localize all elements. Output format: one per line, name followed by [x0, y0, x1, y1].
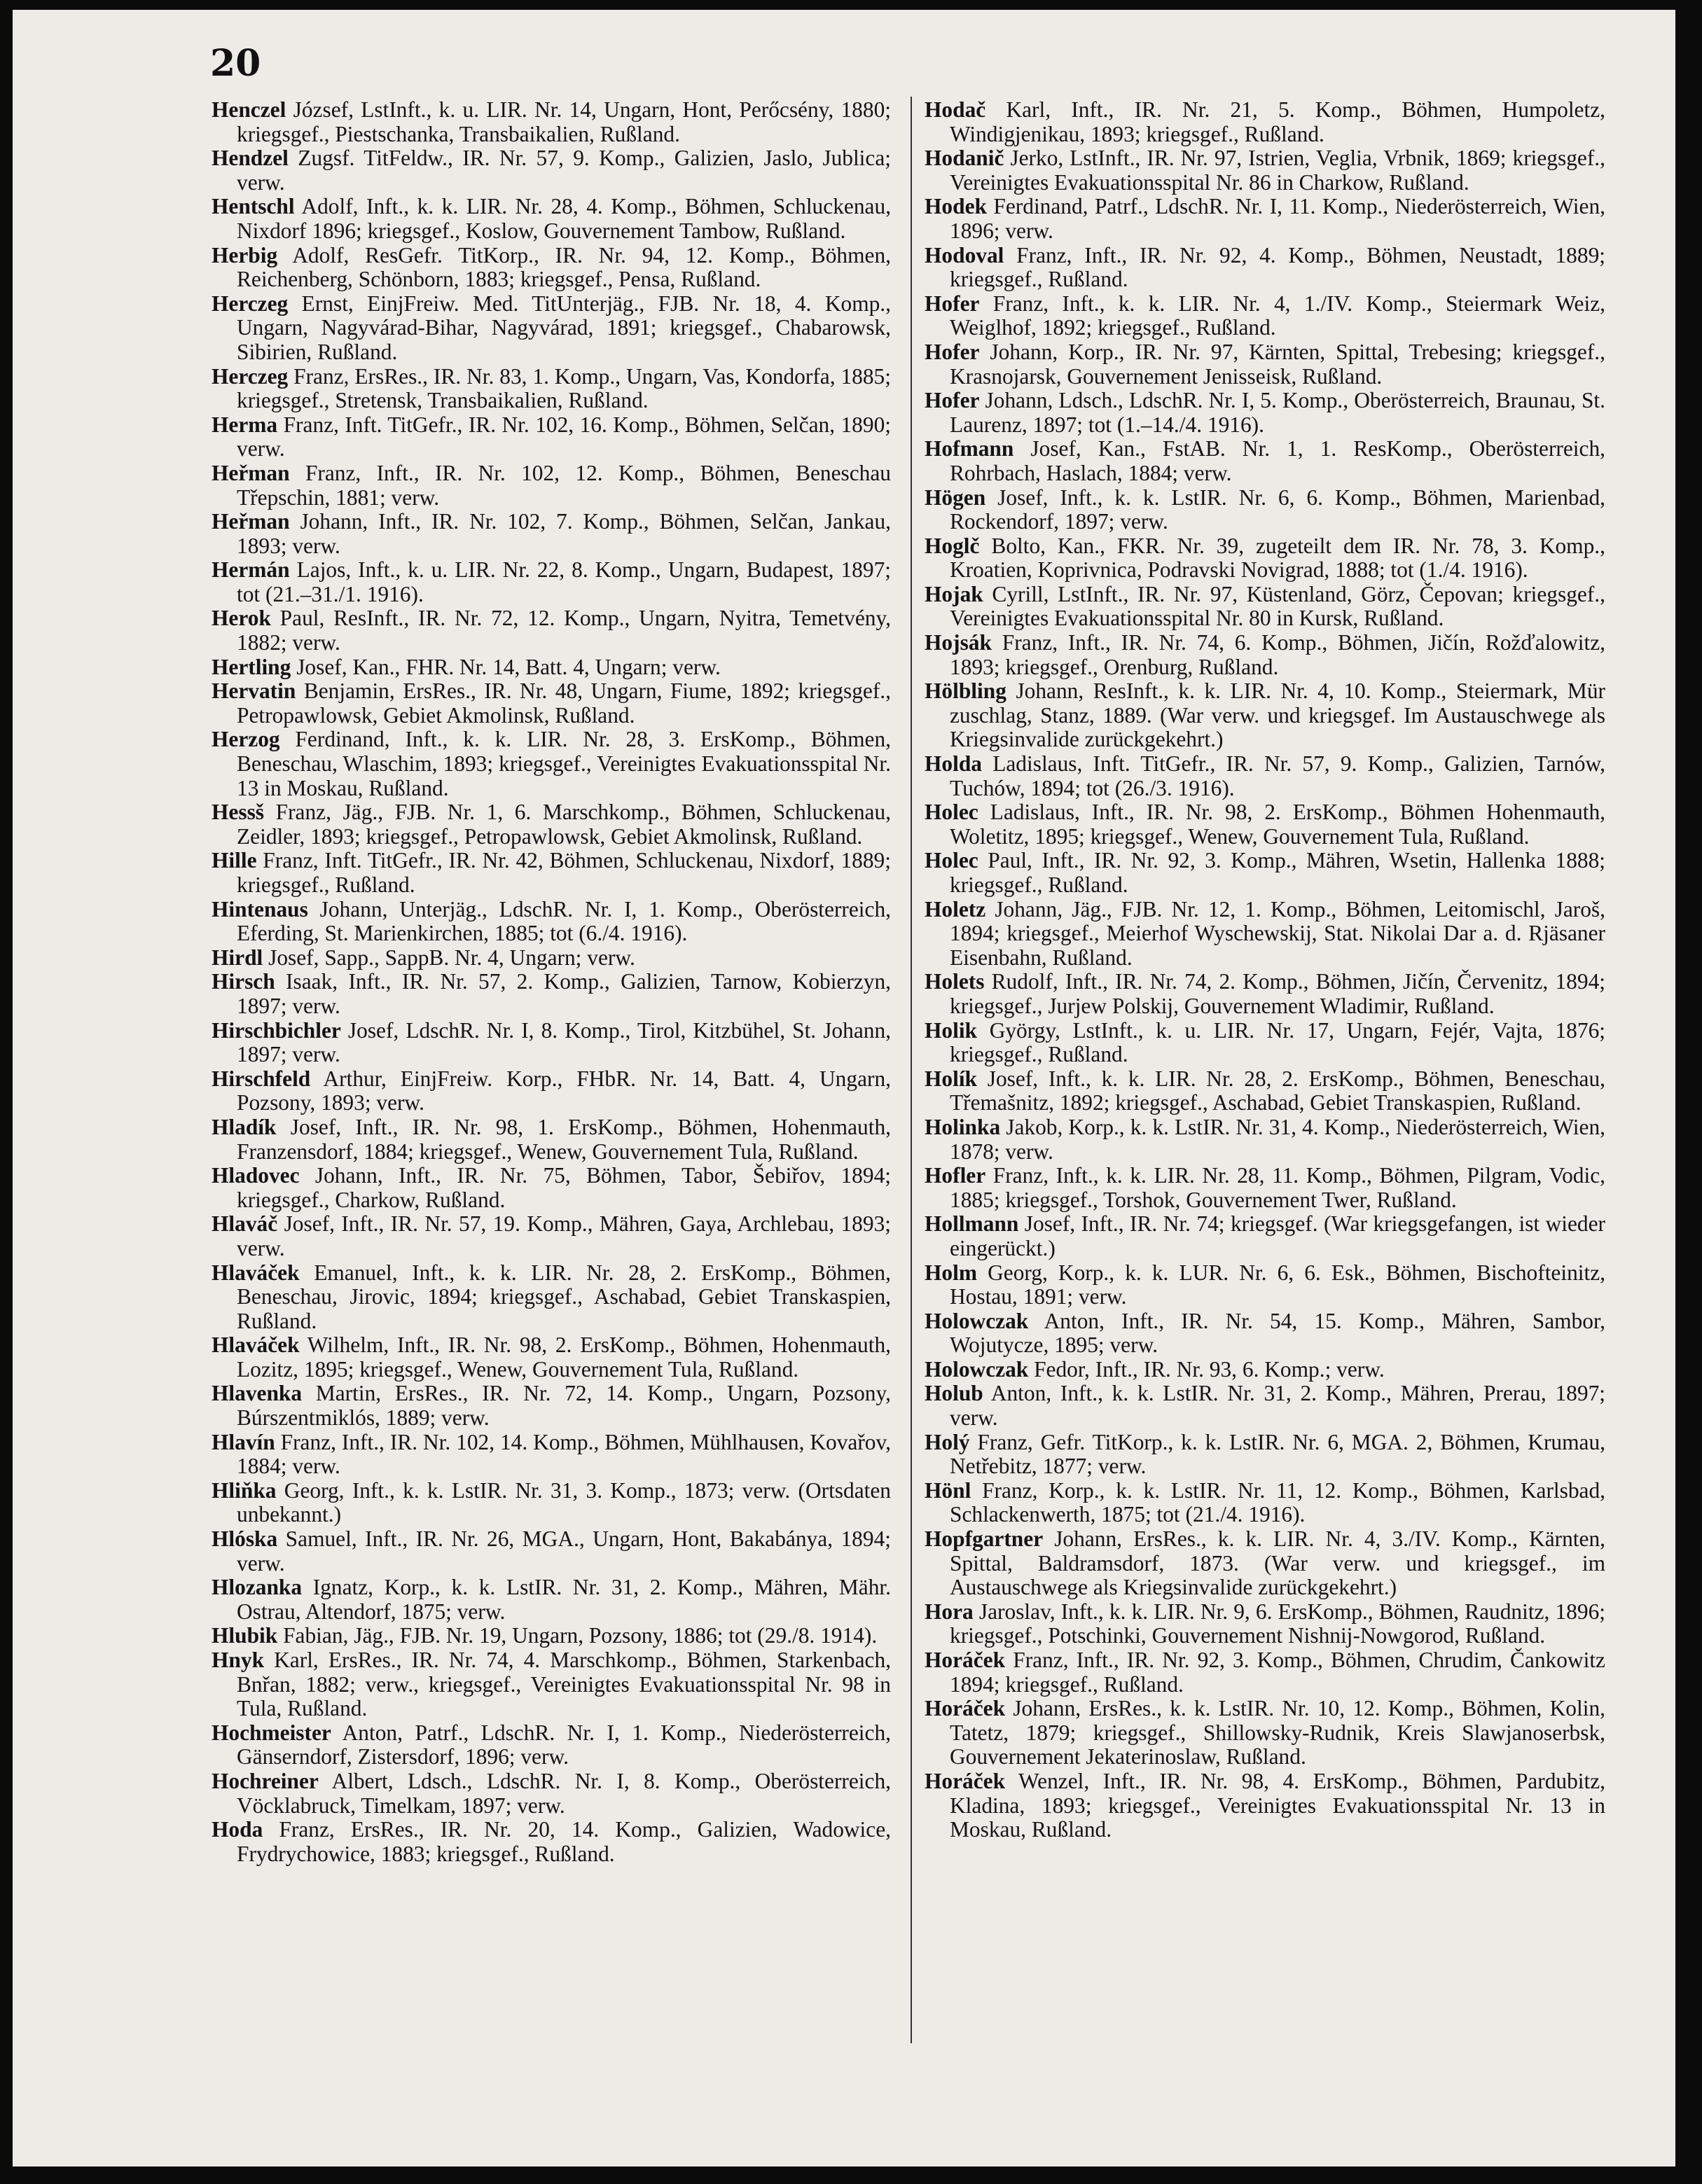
entry-details: Franz, Inft., k. k. LIR. Nr. 4, 1./IV. Komp., Steiermark Weiz, Weiglhof, 1892; kriegsgef., Rußland.	[950, 291, 1605, 340]
entry-surname: Holetz	[925, 896, 986, 921]
entry-surname: Herbig	[212, 242, 278, 267]
entry-surname: Herzog	[212, 727, 280, 752]
list-item	[212, 1648, 891, 1721]
entry-details: Franz, Inft., IR. Nr. 92, 3. Komp., Böhmen, Chrudim, Čankowitz 1894; kriegsgef., Rußland.	[950, 1648, 1605, 1697]
list-item	[212, 558, 891, 606]
entry-details: Ferdinand, Patrf., LdschR. Nr. I, 11. Komp., Niederösterreich, Wien, 1896; verw.	[950, 194, 1605, 243]
list-item	[212, 655, 891, 680]
list-item	[212, 1212, 891, 1260]
entry-surname: Hliňka	[212, 1477, 277, 1503]
entry-details: Josef, Inft., IR. Nr. 74; kriegsgef. (War kriegsgefangen, ist wieder eingerückt.)	[950, 1211, 1605, 1260]
list-item	[212, 1624, 891, 1648]
entry-surname: Hlozanka	[212, 1575, 303, 1600]
entry-surname: Hermán	[212, 557, 290, 583]
entry-details: József, LstInft., k. u. LIR. Nr. 14, Ungarn, Hont, Perőcsény, 1880; kriegsgef., Piestschanka, Transbaikalien, Rußland.	[237, 97, 891, 146]
entry-details: Emanuel, Inft., k. k. LIR. Nr. 28, 2. ErsKomp., Böhmen, Beneschau, Jirovic, 1894; kriegsgef., Aschabad, Gebiet Transkaspien, Rußland.	[237, 1260, 891, 1333]
list-item	[925, 1309, 1605, 1358]
entry-details: Franz, Inft., IR. Nr. 102, 12. Komp., Böhmen, Beneschau Třepschin, 1881; verw.	[237, 460, 891, 510]
entry-surname: Horáček	[925, 1648, 1006, 1672]
list-item	[925, 583, 1605, 631]
column-divider	[911, 97, 912, 2043]
entry-surname: Holik	[925, 1017, 978, 1043]
entry-details: Karl, ErsRes., IR. Nr. 74, 4. Marschkomp., Böhmen, Starkenbach, Bnřan, 1882; verw., kriegsgef., Vereinigtes Evakuationsspital Nr. 98 in Tula, Rußland.	[237, 1648, 891, 1721]
list-item	[212, 1576, 891, 1624]
list-item	[212, 946, 891, 971]
entry-details: Paul, ResInft., IR. Nr. 72, 12. Komp., Ungarn, Nyitra, Temetvény, 1882; verw.	[237, 606, 891, 655]
entry-surname: Holowczak	[925, 1308, 1029, 1333]
entry-surname: Holowczak	[925, 1356, 1029, 1382]
entry-surname: Hnyk	[212, 1648, 265, 1672]
list-item	[925, 1067, 1605, 1115]
list-item	[212, 98, 891, 146]
list-item	[925, 1479, 1605, 1527]
entry-surname: Hirsch	[212, 969, 275, 994]
entry-surname: Holinka	[925, 1114, 1001, 1139]
entry-surname: Heřman	[212, 460, 290, 485]
entry-details: Jerko, LstInft., IR. Nr. 97, Istrien, Veglia, Vrbnik, 1869; kriegsgef., Vereinigtes Evakuationsspital Nr. 86 in Charkow, Rußland.	[950, 146, 1605, 195]
entry-details: Paul, Inft., IR. Nr. 92, 3. Komp., Mähren, Wsetin, Hallenka 1888; kriegsgef., Rußland.	[950, 848, 1605, 897]
list-item	[925, 437, 1605, 485]
left-column	[212, 98, 891, 1866]
entry-details: Benjamin, ErsRes., IR. Nr. 48, Ungarn, Fiume, 1892; kriegsgef., Petropawlowsk, Gebiet Akmolinsk, Rußland.	[237, 679, 891, 728]
entry-surname: Heřman	[212, 509, 290, 534]
entry-surname: Hintenaus	[212, 896, 308, 921]
entry-details: Cyrill, LstInft., IR. Nr. 97, Küstenland, Görz, Čepovan; kriegsgef., Vereinigtes Evakuationsspital Nr. 80 in Kursk, Rußland.	[950, 581, 1605, 631]
entry-details: Adolf, ResGefr. TitKorp., IR. Nr. 94, 12. Komp., Böhmen, Reichenberg, Schönborn, 1883; kriegsgef., Pensa, Rußland.	[237, 242, 891, 292]
entry-details: Josef, Inft., IR. Nr. 98, 1. ErsKomp., Böhmen, Hohenmauth, Franzensdorf, 1884; kriegsgef., Wenew, Gouvernement Tula, Rußland.	[237, 1114, 891, 1164]
entry-surname: Herma	[212, 412, 278, 437]
entry-surname: Herok	[212, 606, 271, 631]
entry-details: Franz, Jäg., FJB. Nr. 1, 6. Marschkomp., Böhmen, Schluckenau, Zeidler, 1893; kriegsgef., Petropawlowsk, Gebiet Akmolinsk, Rußland.	[237, 800, 891, 849]
entry-details: Lajos, Inft., k. u. LIR. Nr. 22, 8. Komp., Ungarn, Budapest, 1897; tot (21.–31./1. 1916).	[237, 557, 891, 606]
entry-surname: Hofer	[925, 388, 980, 413]
list-item	[212, 510, 891, 558]
entry-details: Johann, Jäg., FJB. Nr. 12, 1. Komp., Böhmen, Leitomischl, Jaroš, 1894; kriegsgef., Meierhof Wyschewskij, Stat. Nikolai Dar a. d. Rjäsaner Eisenbahn, Rußland.	[950, 896, 1605, 970]
list-item	[925, 800, 1605, 849]
entry-surname: Hochmeister	[212, 1720, 331, 1745]
entry-details: Ferdinand, Inft., k. k. LIR. Nr. 28, 3. ErsKomp., Böhmen, Beneschau, Wlaschim, 1893; kriegsgef., Vereinigtes Evakuationsspital Nr. 13 in Moskau, Rußland.	[237, 727, 891, 800]
entry-details: Josef, Inft., k. k. LstIR. Nr. 6, 6. Komp., Böhmen, Marienbad, Rockendorf, 1897; verw.	[950, 485, 1605, 534]
list-item	[212, 1431, 891, 1479]
right-column	[925, 98, 1605, 1842]
list-item	[212, 679, 891, 728]
entry-details: Isaak, Inft., IR. Nr. 57, 2. Komp., Galizien, Tarnow, Kobierzyn, 1897; verw.	[237, 969, 891, 1018]
list-item	[925, 389, 1605, 437]
entry-surname: Hoglč	[925, 533, 980, 558]
list-item	[212, 1769, 891, 1818]
entry-surname: Hojsák	[925, 630, 992, 655]
entry-details: Josef, LdschR. Nr. I, 8. Komp., Tirol, Kitzbühel, St. Johann, 1897; verw.	[237, 1017, 891, 1067]
entry-surname: Hojak	[925, 581, 983, 606]
entry-surname: Holík	[925, 1066, 978, 1091]
entry-surname: Holec	[925, 848, 978, 873]
entry-surname: Hessš	[212, 800, 264, 825]
entry-details: Franz, Inft. TitGefr., IR. Nr. 42, Böhmen, Schluckenau, Nixdorf, 1889; kriegsgef., Rußland.	[237, 848, 891, 897]
entry-details: Franz, Inft., IR. Nr. 74, 6. Komp., Böhmen, Jičín, Rožďalowitz, 1893; kriegsgef., Orenburg, Rußland.	[950, 630, 1605, 679]
entry-surname: Holets	[925, 969, 985, 994]
list-item	[925, 486, 1605, 534]
list-item	[925, 1382, 1605, 1430]
entry-surname: Hentschl	[212, 194, 295, 219]
entry-surname: Hirschfeld	[212, 1066, 311, 1091]
list-item	[925, 1115, 1605, 1164]
entry-details: Johann, ResInft., k. k. LIR. Nr. 4, 10. Komp., Steiermark, Mür zuschlag, Stanz, 1889. (War verw. und kriegsgef. Im Austauschwege als Kriegsinvalide zurückgekehrt.)	[950, 679, 1605, 752]
list-item	[212, 1818, 891, 1866]
entry-surname: Hille	[212, 848, 257, 873]
entry-details: Georg, Inft., k. k. LstIR. Nr. 31, 3. Komp., 1873; verw. (Ortsdaten unbekannt.)	[237, 1477, 892, 1527]
list-item	[212, 1261, 891, 1334]
entry-details: Anton, Inft., k. k. LstIR. Nr. 31, 2. Komp., Mähren, Prerau, 1897; verw.	[950, 1381, 1605, 1431]
entry-details: Franz, Inft., k. k. LIR. Nr. 28, 11. Komp., Böhmen, Pilgram, Vodic, 1885; kriegsgef., Torshok, Gouvernement Twer, Rußland.	[950, 1163, 1605, 1212]
entry-surname: Hlubik	[212, 1623, 278, 1648]
list-item	[925, 244, 1605, 292]
entry-details: Josef, Inft., k. k. LIR. Nr. 28, 2. ErsKomp., Böhmen, Beneschau, Třemašnitz, 1892; kriegsgef., Aschabad, Gebiet Transkaspien, Rußland.	[950, 1066, 1605, 1115]
entry-details: Johann, ErsRes., k. k. LIR. Nr. 4, 3./IV. Komp., Kärnten, Spittal, Baldramsdorf, 1873. (War verw. und kriegsgef., im Austauschwege als Kriegsinvalide zurückgekehrt.)	[950, 1526, 1605, 1600]
page-number: 20	[210, 42, 261, 85]
list-item	[925, 1769, 1605, 1842]
entry-surname: Holec	[925, 800, 978, 825]
entry-surname: Hofer	[925, 291, 980, 316]
entry-details: Rudolf, Inft., IR. Nr. 74, 2. Komp., Böhmen, Jičín, Červenitz, 1894; kriegsgef., Jurjew Polskij, Gouvernement Wladimir, Rußland.	[950, 969, 1605, 1018]
list-item	[212, 1382, 891, 1430]
list-item	[212, 606, 891, 655]
entry-details: György, LstInft., k. u. LIR. Nr. 17, Ungarn, Fejér, Vajta, 1876; kriegsgef., Rußland.	[950, 1017, 1605, 1067]
entry-details: Wenzel, Inft., IR. Nr. 98, 4. ErsKomp., Böhmen, Pardubitz, Kladina, 1893; kriegsgef., Vereinigtes Evakuationsspital Nr. 13 in Moskau, Rußland.	[950, 1768, 1606, 1842]
entry-surname: Holm	[925, 1260, 977, 1285]
entry-surname: Hlavín	[212, 1429, 275, 1454]
list-item	[212, 1479, 891, 1527]
list-item	[925, 752, 1605, 800]
entry-details: Adolf, Inft., k. k. LIR. Nr. 28, 4. Komp., Böhmen, Schluckenau, Nixdorf 1896; kriegsgef., Koslow, Gouvernement Tambow, Rußland.	[237, 194, 891, 243]
entry-details: Franz, Korp., k. k. LstIR. Nr. 11, 12. Komp., Böhmen, Karlsbad, Schlackenwerth, 1875; tot (21./4. 1916).	[950, 1477, 1606, 1527]
list-item	[212, 800, 891, 849]
list-item	[925, 1697, 1605, 1769]
list-item	[212, 195, 891, 243]
list-item	[925, 970, 1605, 1018]
entry-surname: Hladík	[212, 1114, 277, 1139]
list-item	[925, 292, 1605, 340]
list-item	[212, 1333, 891, 1382]
entry-details: Josef, Sapp., SappB. Nr. 4, Ungarn; verw.	[268, 945, 635, 970]
entry-surname: Högen	[925, 485, 986, 510]
entry-details: Ignatz, Korp., k. k. LstIR. Nr. 31, 2. Komp., Mähren, Mähr. Ostrau, Altendorf, 1875; verw.	[237, 1575, 891, 1624]
entry-details: Jakob, Korp., k. k. LstIR. Nr. 31, 4. Komp., Niederösterreich, Wien, 1878; verw.	[950, 1114, 1605, 1164]
entry-details: Franz, Gefr. TitKorp., k. k. LstIR. Nr. 6, MGA. 2, Böhmen, Krumau, Netřebitz, 1877; verw.	[950, 1429, 1605, 1479]
entry-surname: Hofmann	[925, 436, 1014, 461]
entry-surname: Hlóska	[212, 1526, 278, 1552]
list-item	[925, 1527, 1605, 1600]
entry-surname: Hladovec	[212, 1163, 300, 1188]
entry-details: Samuel, Inft., IR. Nr. 26, MGA., Ungarn, Hont, Bakabánya, 1894; verw.	[237, 1526, 891, 1576]
list-item	[212, 292, 891, 365]
entry-surname: Holub	[925, 1381, 983, 1406]
list-item	[212, 413, 891, 461]
entry-surname: Hertling	[212, 654, 291, 679]
list-item	[925, 1431, 1605, 1479]
list-item	[212, 1067, 891, 1115]
entry-surname: Holda	[925, 751, 982, 777]
entry-details: Johann, Inft., IR. Nr. 102, 7. Komp., Böhmen, Selčan, Jankau, 1893; verw.	[237, 509, 891, 558]
entry-details: Albert, Ldsch., LdschR. Nr. I, 8. Komp., Oberösterreich, Vöcklabruck, Timelkam, 1897; verw.	[237, 1768, 891, 1818]
entry-details: Johann, Unterjäg., LdschR. Nr. I, 1. Komp., Oberösterreich, Eferding, St. Marienkirchen, 1885; tot (6./4. 1916).	[237, 896, 891, 946]
entry-details: Ladislaus, Inft., IR. Nr. 98, 2. ErsKomp., Böhmen Hohenmauth, Woletitz, 1895; kriegsgef., Wenew, Gouvernement Tula, Rußland.	[950, 800, 1605, 849]
entry-surname: Herczeg	[212, 363, 289, 389]
list-item	[212, 1721, 891, 1769]
entry-details: Franz, Inft., IR. Nr. 92, 4. Komp., Böhmen, Neustadt, 1889; kriegsgef., Rußland.	[950, 242, 1605, 292]
entry-details: Ladislaus, Inft. TitGefr., IR. Nr. 57, 9. Komp., Galizien, Tarnów, Tuchów, 1894; tot (26./3. 1916).	[950, 751, 1605, 800]
entry-surname: Hirschbichler	[212, 1017, 341, 1043]
book-page	[13, 10, 1675, 2166]
list-item	[925, 340, 1605, 389]
list-item	[212, 461, 891, 510]
list-item	[212, 1019, 891, 1067]
list-item	[212, 898, 891, 946]
entry-surname: Hoda	[212, 1817, 263, 1842]
list-item	[925, 1261, 1605, 1309]
list-item	[212, 1527, 891, 1576]
entry-details: Johann, Korp., IR. Nr. 97, Kärnten, Spittal, Trebesing; kriegsgef., Krasnojarsk, Gouvernement Jenisseisk, Rußland.	[950, 339, 1605, 389]
entry-surname: Horáček	[925, 1768, 1006, 1793]
list-item	[925, 631, 1605, 679]
entry-surname: Hofler	[925, 1163, 986, 1188]
entry-details: Karl, Inft., IR. Nr. 21, 5. Komp., Böhmen, Humpoletz, Windigjenikau, 1893; kriegsgef., Rußland.	[950, 97, 1605, 146]
list-item	[925, 1212, 1605, 1260]
list-item	[212, 1115, 891, 1164]
entry-surname: Hlaváček	[212, 1260, 300, 1285]
entry-details: Franz, Inft., IR. Nr. 102, 14. Komp., Böhmen, Mühlhausen, Kovařov, 1884; verw.	[237, 1429, 891, 1479]
entry-surname: Horáček	[925, 1696, 1006, 1721]
entry-details: Jaroslav, Inft., k. k. LIR. Nr. 9, 6. ErsKomp., Böhmen, Raudnitz, 1896; kriegsgef., Potschinki, Gouvernement Nishnij-Nowgorod, Rußland.	[950, 1599, 1605, 1648]
entry-details: Anton, Inft., IR. Nr. 54, 15. Komp., Mähren, Sambor, Wojutycze, 1895; verw.	[950, 1308, 1605, 1358]
entry-surname: Hlaváč	[212, 1211, 278, 1237]
list-item	[925, 679, 1605, 752]
entry-details: Ernst, EinjFreiw. Med. TitUnterjäg., FJB. Nr. 18, 4. Komp., Ungarn, Nagyvárad-Bihar, Nagyvárad, 1891; kriegsgef., Chabarowsk, Sibirien, Rußland.	[237, 291, 891, 364]
entry-surname: Herczeg	[212, 291, 289, 316]
entry-surname: Hlavenka	[212, 1381, 303, 1406]
entry-details: Franz, ErsRes., IR. Nr. 83, 1. Komp., Ungarn, Vas, Kondorfa, 1885; kriegsgef., Stretensk, Transbaikalien, Rußland.	[237, 363, 891, 413]
list-item	[212, 1164, 891, 1212]
entry-surname: Hölbling	[925, 679, 1006, 704]
list-item	[925, 1358, 1605, 1382]
entry-details: Arthur, EinjFreiw. Korp., FHbR. Nr. 14, Batt. 4, Ungarn, Pozsony, 1893; verw.	[237, 1066, 891, 1115]
entry-surname: Hodek	[925, 194, 987, 219]
entry-surname: Hönl	[925, 1477, 971, 1503]
entry-details: Fabian, Jäg., FJB. Nr. 19, Ungarn, Pozsony, 1886; tot (29./8. 1914).	[283, 1623, 878, 1648]
entry-surname: Hora	[925, 1599, 974, 1624]
list-item	[925, 195, 1605, 243]
entry-details: Franz, Inft. TitGefr., IR. Nr. 102, 16. Komp., Böhmen, Selčan, 1890; verw.	[237, 412, 891, 461]
entry-details: Josef, Inft., IR. Nr. 57, 19. Komp., Mähren, Gaya, Archlebau, 1893; verw.	[237, 1211, 891, 1260]
entry-surname: Hodanič	[925, 146, 1004, 171]
entry-surname: Hollmann	[925, 1211, 1019, 1237]
entry-details: Martin, ErsRes., IR. Nr. 72, 14. Komp., Ungarn, Pozsony, Búrszentmiklós, 1889; verw.	[237, 1381, 891, 1431]
entry-surname: Hodoval	[925, 242, 1004, 267]
entry-details: Georg, Korp., k. k. LUR. Nr. 6, 6. Esk., Böhmen, Bischofteinitz, Hostau, 1891; verw.	[950, 1260, 1605, 1309]
list-item	[925, 1600, 1605, 1648]
entry-details: Johann, ErsRes., k. k. LstIR. Nr. 10, 12. Komp., Böhmen, Kolin, Tatetz, 1879; kriegsgef., Shillowsky-Rudnik, Kreis Slawjanoserbsk, Gouvernement Jekaterinoslaw, Rußland.	[950, 1696, 1605, 1769]
entry-surname: Hendzel	[212, 146, 289, 171]
list-item	[925, 1164, 1605, 1212]
list-item	[212, 849, 891, 897]
entry-details: Wilhelm, Inft., IR. Nr. 98, 2. ErsKomp., Böhmen, Hohenmauth, Lozitz, 1895; kriegsgef., Wenew, Gouvernement Tula, Rußland.	[237, 1333, 891, 1382]
entry-surname: Hlaváček	[212, 1333, 300, 1358]
entry-surname: Hodač	[925, 97, 986, 122]
entry-surname: Hervatin	[212, 679, 296, 704]
entry-details: Zugsf. TitFeldw., IR. Nr. 57, 9. Komp., Galizien, Jaslo, Jublica; verw.	[237, 146, 891, 195]
list-item	[212, 728, 891, 800]
entry-surname: Hofer	[925, 339, 980, 364]
entry-details: Josef, Kan., FstAB. Nr. 1, 1. ResKomp., Oberösterreich, Rohrbach, Haslach, 1884; verw.	[950, 436, 1605, 485]
list-item	[925, 534, 1605, 583]
entry-details: Josef, Kan., FHR. Nr. 14, Batt. 4, Ungarn; verw.	[296, 654, 721, 679]
entry-details: Bolto, Kan., FKR. Nr. 39, zugeteilt dem IR. Nr. 78, 3. Komp., Kroatien, Koprivnica, Podravski Novigrad, 1888; tot (1./4. 1916).	[950, 533, 1605, 583]
list-item	[925, 1648, 1605, 1697]
entry-surname: Hochreiner	[212, 1768, 319, 1793]
list-item	[925, 898, 1605, 971]
list-item	[925, 146, 1605, 195]
entry-details: Johann, Ldsch., LdschR. Nr. I, 5. Komp., Oberösterreich, Braunau, St. Laurenz, 1897; tot (1.–14./4. 1916).	[950, 388, 1605, 437]
list-item	[925, 98, 1605, 146]
entry-details: Fedor, Inft., IR. Nr. 93, 6. Komp.; verw.	[1034, 1356, 1385, 1382]
entry-details: Anton, Patrf., LdschR. Nr. I, 1. Komp., Niederösterreich, Gänserndorf, Zistersdorf, 1896; verw.	[237, 1720, 891, 1769]
list-item	[212, 244, 891, 292]
entry-surname: Holý	[925, 1429, 970, 1454]
list-item	[925, 1019, 1605, 1067]
list-item	[212, 365, 891, 413]
list-item	[212, 146, 891, 195]
entry-details: Franz, ErsRes., IR. Nr. 20, 14. Komp., Galizien, Wadowice, Frydrychowice, 1883; kriegsgef., Rußland.	[237, 1817, 891, 1866]
list-item	[212, 970, 891, 1018]
entry-surname: Hirdl	[212, 945, 263, 970]
entry-details: Johann, Inft., IR. Nr. 75, Böhmen, Tabor, Šebiřov, 1894; kriegsgef., Charkow, Rußland.	[237, 1163, 891, 1212]
entry-surname: Henczel	[212, 97, 286, 122]
entry-surname: Hopfgartner	[925, 1526, 1044, 1552]
list-item	[925, 849, 1605, 897]
